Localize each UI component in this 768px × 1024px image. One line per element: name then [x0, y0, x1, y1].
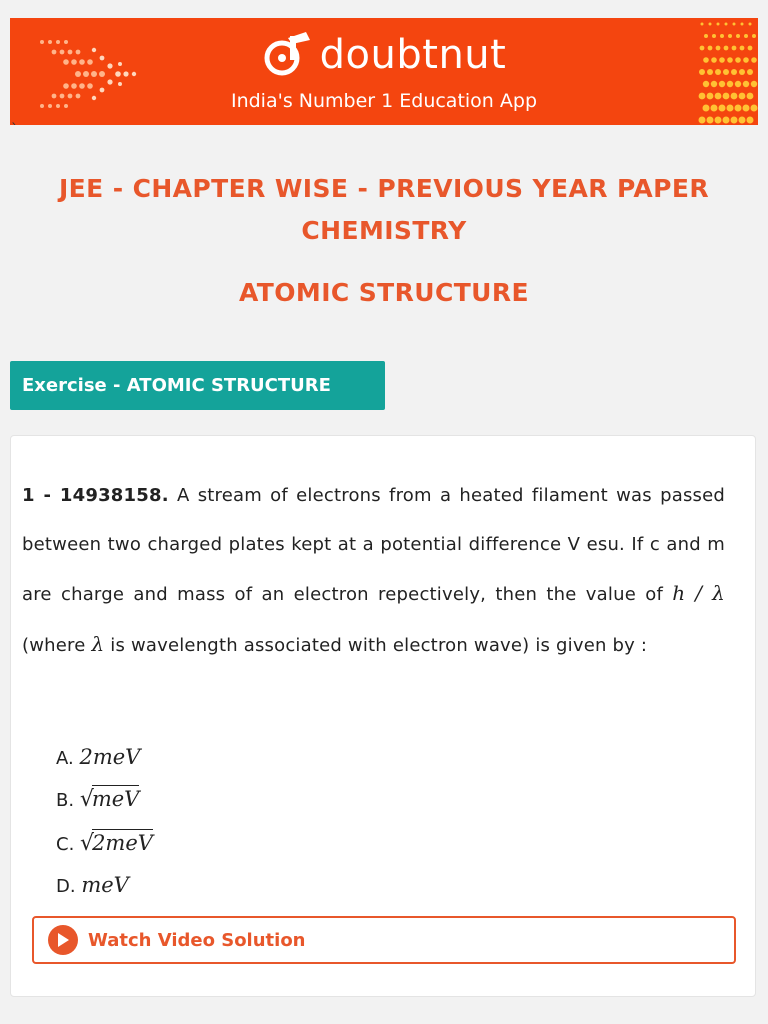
option-value: meV: [91, 787, 140, 811]
exercise-tab[interactable]: [10, 361, 385, 410]
option-letter: D.: [56, 876, 76, 897]
option-value: meV: [81, 873, 129, 897]
option-letter: A.: [56, 748, 74, 769]
question-text-part3: is wavelength associated with electron wave) is given by :: [104, 634, 648, 656]
option-value-sqrt: [80, 785, 140, 812]
sqrt-symbol-icon: √: [80, 831, 95, 856]
brand-tagline: India's Number 1 Education App: [230, 90, 538, 112]
option-d[interactable]: [56, 873, 129, 897]
watch-video-solution-button[interactable]: [32, 916, 736, 964]
exercise-tab-label: Exercise - ATOMIC STRUCTURE: [22, 375, 331, 396]
halftone-dots-decoration: [696, 18, 758, 125]
option-b[interactable]: [56, 785, 139, 812]
option-letter: B.: [56, 790, 75, 811]
play-icon: [48, 925, 78, 955]
question-math-lambda: λ: [91, 631, 105, 656]
question-text-part1: A stream of electrons from a heated filament was passed between two charged plates kept at a potential difference V esu. If c and m are charge and mass of an electron repectively, then the value of: [22, 485, 725, 605]
option-value: 2meV: [92, 831, 153, 855]
doubtnut-logo-icon: [262, 32, 312, 78]
sqrt-symbol-icon: √: [79, 787, 94, 812]
option-letter: C.: [56, 834, 75, 855]
question-math-ratio: h / λ: [672, 581, 725, 605]
option-a[interactable]: [56, 745, 140, 769]
app-banner: [10, 18, 758, 125]
watch-video-solution-label: Watch Video Solution: [88, 929, 306, 951]
question-text-part2: (where: [22, 634, 92, 656]
option-value-sqrt: [80, 829, 153, 856]
chapter-title: ATOMIC STRUCTURE: [239, 278, 529, 307]
subject-title: CHEMISTRY: [301, 216, 467, 245]
stray-mark: `: [11, 122, 18, 138]
option-c[interactable]: [56, 829, 153, 856]
option-value: 2meV: [79, 745, 141, 769]
question-text: [22, 472, 725, 670]
series-title: JEE - CHAPTER WISE - PREVIOUS YEAR PAPER: [58, 174, 710, 203]
brand-logo: [10, 32, 758, 78]
brand-name: doubtnut: [319, 32, 507, 78]
question-id: 1 - 14938158.: [22, 485, 169, 506]
